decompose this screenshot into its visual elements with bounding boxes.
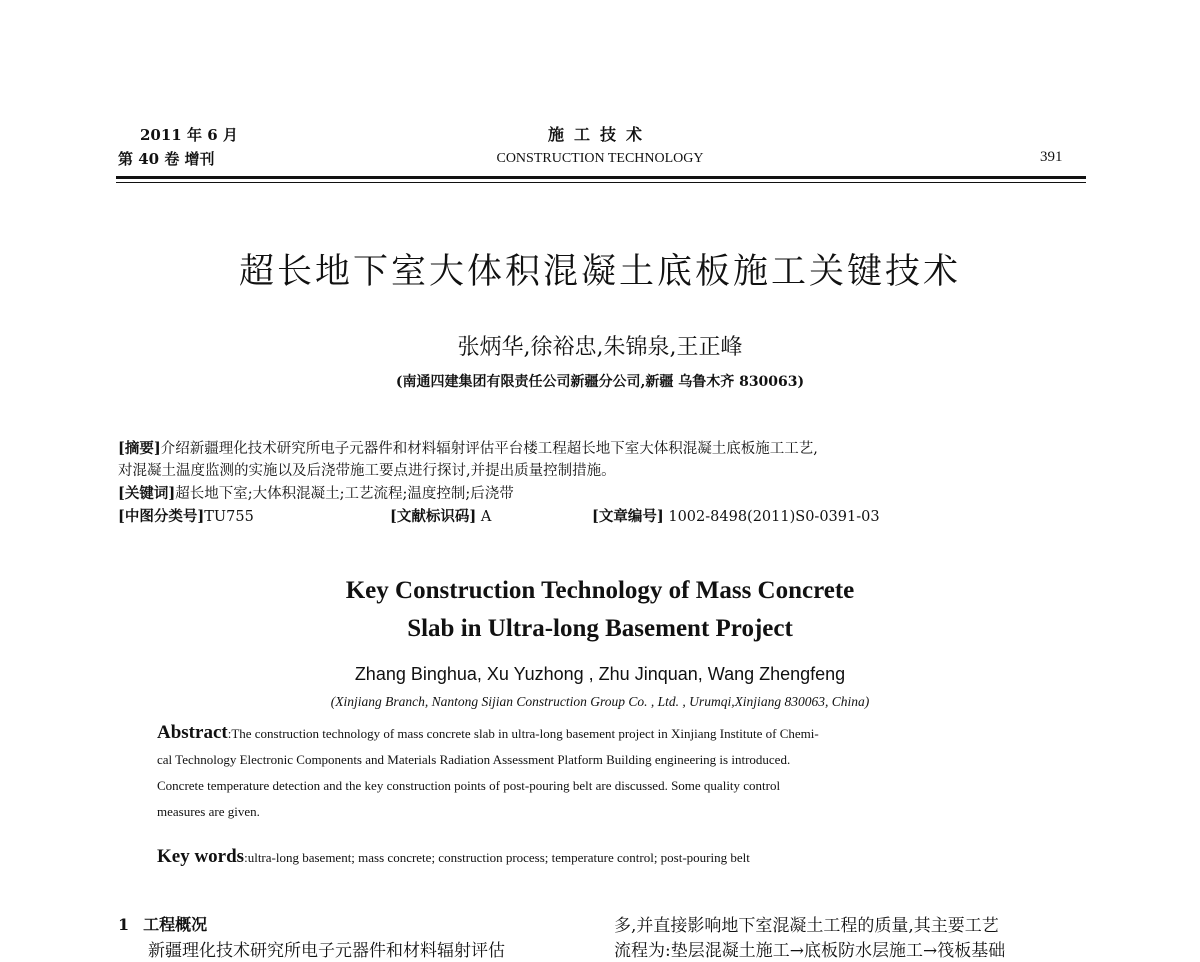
journal-name-en: CONSTRUCTION TECHNOLOGY: [496, 151, 704, 166]
body-left-line: 新疆理化技术研究所电子元器件和材料辐射评估: [148, 941, 505, 961]
header-rule-thick: [116, 176, 1086, 179]
keywords-en-line: [157, 844, 1042, 871]
keywords-cn-line: [118, 483, 514, 505]
paper-title-en: [0, 572, 1200, 648]
article-number: [592, 506, 880, 528]
abstract-cn-line-1: [118, 438, 818, 460]
keywords-en-label: Key words: [157, 846, 245, 867]
clc-label: [中图分类号]: [118, 508, 205, 525]
affiliation-en: (Xinjiang Branch, Nantong Sijian Construction Group Co. , Ltd. , Urumqi,Xinjiang 830063, China): [330, 694, 870, 709]
abstract-cn-line-2: 对混凝土温度监测的实施以及后浇带施工要点进行探讨,并提出质量控制措施。: [118, 463, 616, 479]
doc-code-label: [文献标识码]: [390, 508, 477, 525]
authors-en: Zhang Binghua, Xu Yuzhong , Zhu Jinquan, Wang Zhengfeng: [354, 664, 846, 684]
volume-info: 第 40 卷 增刊: [118, 150, 215, 168]
paper-title-en-line-2: Slab in Ultra-long Basement Project: [407, 615, 793, 642]
affiliation-cn: (南通四建集团有限责任公司新疆分公司,新疆 乌鲁木齐 830063): [395, 374, 805, 390]
clc-number: [118, 506, 254, 528]
authors-cn: 张炳华,徐裕忠,朱锦泉,王正峰: [457, 335, 743, 360]
abstract-en-label: Abstract: [157, 722, 228, 743]
classification-line: [118, 506, 1063, 528]
article-number-value: 1002-8498(2011)S0-0391-03: [663, 509, 880, 525]
abstract-en-line-1: [157, 720, 1042, 747]
article-number-label: [文章编号]: [592, 508, 664, 525]
keywords-en-sep: :: [244, 850, 248, 865]
document-code: [390, 506, 491, 528]
body-right-line-2: 流程为:垫层混凝土施工→底板防水层施工→筏板基础: [614, 941, 1006, 961]
abstract-cn-label: [摘要]: [118, 440, 161, 457]
doc-code-value: A: [476, 509, 492, 525]
section-title: 工程概况: [143, 915, 208, 934]
page-number: 391: [1040, 149, 1063, 165]
section-heading-1: [118, 915, 207, 935]
journal-name-cn: 施工技术: [547, 125, 652, 144]
section-number: 1: [118, 915, 130, 934]
abstract-en-text-1: The construction technology of mass concrete slab in ultra-long basement project in Xinjiang Institute of Chemi-: [231, 726, 819, 741]
paper-title-en-line-1: Key Construction Technology of Mass Concrete: [345, 577, 855, 604]
keywords-cn-label: [关键词]: [118, 485, 176, 502]
abstract-en-line-4: measures are given.: [157, 804, 260, 819]
issue-date: 2011 年 6 月: [140, 126, 238, 144]
keywords-cn-text: 超长地下室;大体积混凝土;工艺流程;温度控制;后浇带: [175, 486, 514, 502]
abstract-en-sep: :: [227, 726, 232, 741]
abstract-en-block: [157, 720, 1042, 825]
paper-title-cn: 超长地下室大体积混凝土底板施工关键技术: [238, 252, 961, 292]
body-right-line-1: 多,并直接影响地下室混凝土工程的质量,其主要工艺: [614, 916, 999, 936]
header-rule-thin: [116, 182, 1086, 183]
clc-value: TU755: [204, 509, 254, 525]
keywords-en-text: ultra-long basement; mass concrete; construction process; temperature control; post-pouring belt: [247, 850, 750, 865]
abstract-en-line-3: Concrete temperature detection and the key construction points of post-pouring belt are discussed. Some quality control: [157, 778, 781, 793]
abstract-en-line-2: cal Technology Electronic Components and Materials Radiation Assessment Platform Building engineering is introduced.: [157, 752, 791, 767]
abstract-cn-text-1: 介绍新疆理化技术研究所电子元器件和材料辐射评估平台楼工程超长地下室大体积混凝土底板施工工艺,: [160, 441, 818, 457]
